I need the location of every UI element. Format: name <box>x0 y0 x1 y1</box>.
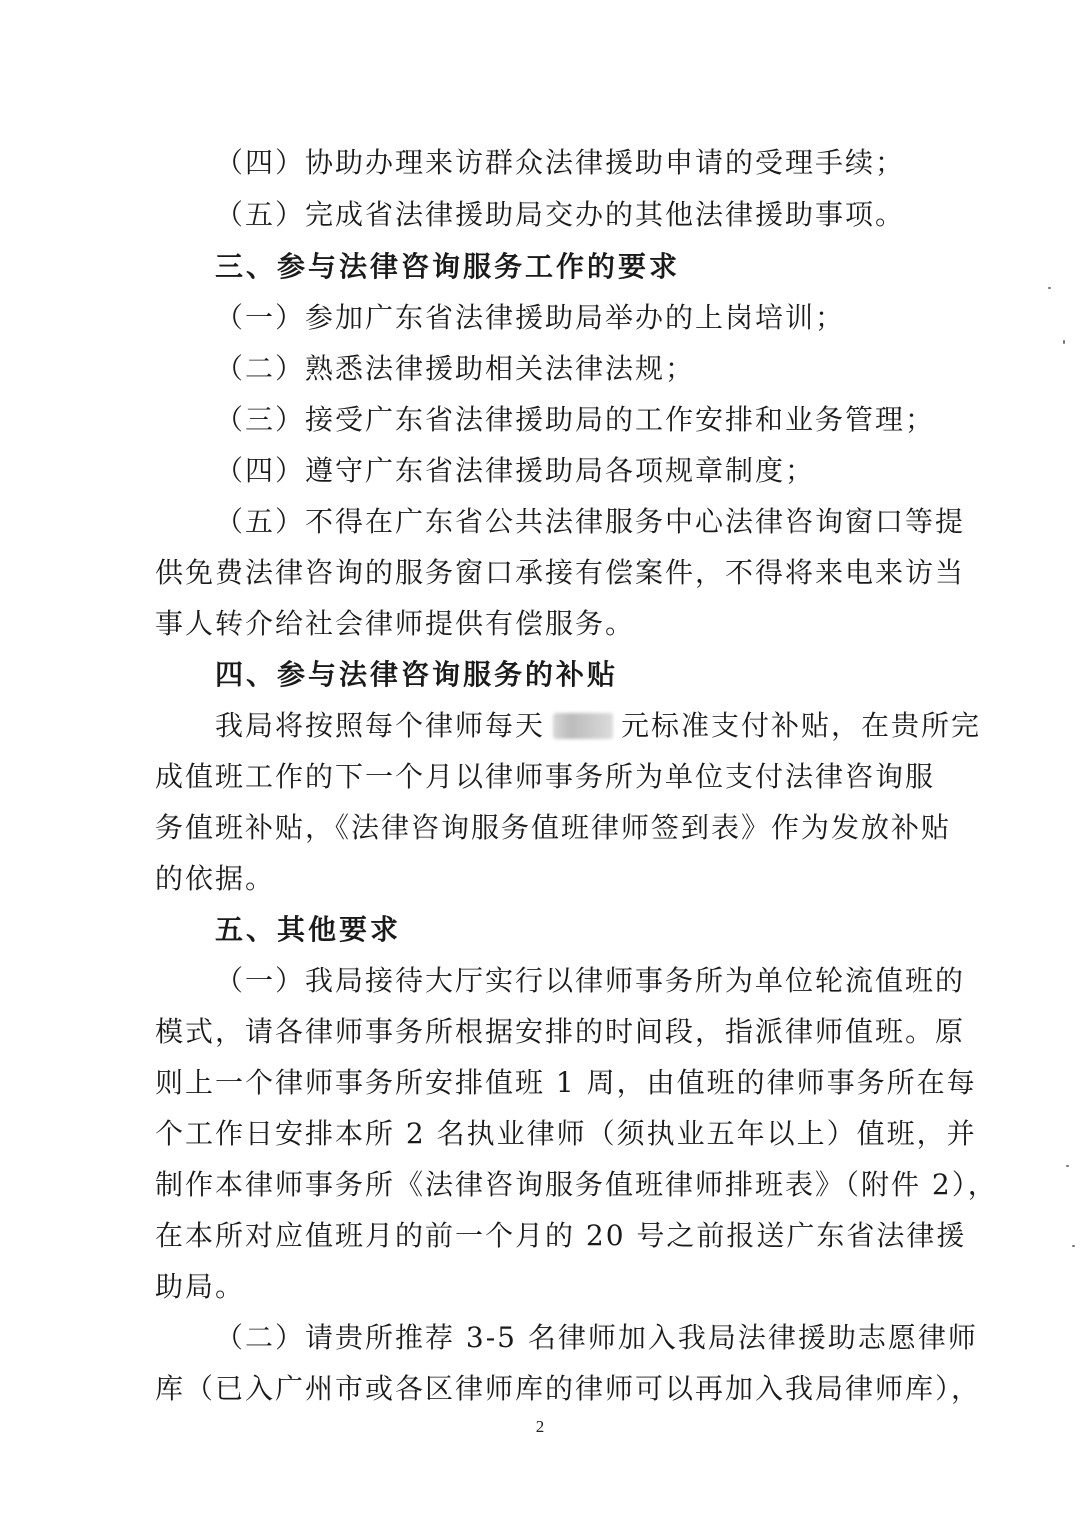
list-item-1-training: （一）参加广东省法律援助局举办的上岗培训； <box>215 301 846 334</box>
subsidy-paragraph-line-1 <box>215 700 1005 752</box>
list-item-5-paragraph-line-1: （五）不得在广东省公共法律服务中心法律咨询窗口等提 <box>215 505 966 538</box>
other-item-1-line-7: 助局。 <box>155 1270 246 1303</box>
section-heading-5: 五、其他要求 <box>215 913 402 946</box>
scan-speck <box>1072 1245 1075 1247</box>
other-item-2-line-2: 库（已入广州市或各区律师库的律师可以再加入我局律师库）， <box>155 1372 982 1405</box>
list-item-3-arrangement: （三）接受广东省法律援助局的工作安排和业务管理； <box>215 403 936 436</box>
other-item-1-line-4: 个工作日安排本所 2 名执业律师（须执业五年以上）值班，并 <box>155 1117 977 1150</box>
section-heading-4: 四、参与法律咨询服务的补贴 <box>215 658 619 691</box>
subsidy-text-after: 元标准支付补贴，在贵所完 <box>621 709 982 742</box>
other-item-1-line-3: 则上一个律师事务所安排值班 1 周，由值班的律师事务所在每 <box>155 1066 977 1099</box>
list-item-5-paragraph-line-3: 事人转介给社会律师提供有偿服务。 <box>155 607 636 640</box>
list-item-5-paragraph-line-2: 供免费法律咨询的服务窗口承接有偿案件，不得将来电来访当 <box>155 556 966 589</box>
list-item-5-other-matters: （五）完成省法律援助局交办的其他法律援助事项。 <box>215 198 906 231</box>
other-item-1-line-1: （一）我局接待大厅实行以律师事务所为单位轮流值班的 <box>215 964 966 997</box>
list-item-4-rules: （四）遵守广东省法律援助局各项规章制度； <box>215 454 816 487</box>
list-item-2-regulations: （二）熟悉法律援助相关法律法规； <box>215 352 696 385</box>
page-number: 2 <box>535 1417 545 1436</box>
subsidy-paragraph-line-4: 的依据。 <box>155 862 276 895</box>
other-item-1-line-6: 在本所对应值班月的前一个月的 20 号之前报送广东省法律援 <box>155 1219 967 1252</box>
scan-speck <box>1048 287 1051 289</box>
list-item-4-assist-application: （四）协助办理来访群众法律援助申请的受理手续； <box>215 146 906 179</box>
other-item-1-line-2: 模式，请各律师事务所根据安排的时间段，指派律师值班。原 <box>155 1015 966 1048</box>
subsidy-paragraph-line-2: 成值班工作的下一个月以律师事务所为单位支付法律咨询服 <box>155 760 936 793</box>
subsidy-paragraph-line-3: 务值班补贴，《法律咨询服务值班律师签到表》作为发放补贴 <box>155 811 952 844</box>
scan-speck <box>1063 340 1065 344</box>
other-item-1-line-5: 制作本律师事务所《法律咨询服务值班律师排班表》（附件 2）， <box>155 1168 998 1201</box>
scan-speck <box>1066 1165 1069 1167</box>
subsidy-text-before: 我局将按照每个律师每天 <box>215 709 546 742</box>
redacted-amount <box>553 713 613 739</box>
other-item-2-line-1: （二）请贵所推荐 3-5 名律师加入我局法律援助志愿律师 <box>215 1321 978 1354</box>
section-heading-3: 三、参与法律咨询服务工作的要求 <box>215 250 681 283</box>
